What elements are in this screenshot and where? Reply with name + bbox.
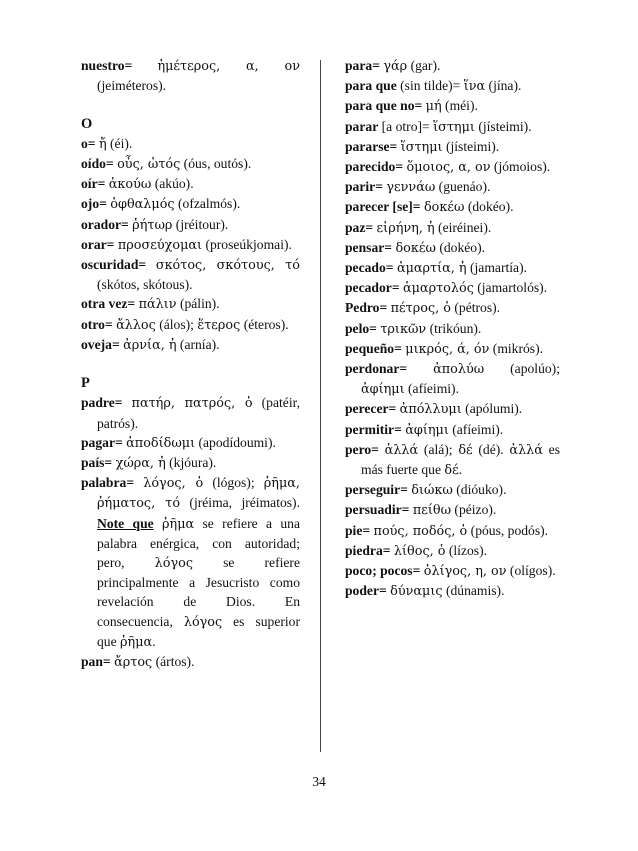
greek-term: ἀποδίδωμι — [126, 435, 196, 451]
headword: pecado= — [345, 260, 394, 276]
headword: padre= — [81, 395, 123, 411]
entry-text: (guenáo). — [435, 179, 491, 195]
entry-pararse — [345, 137, 560, 157]
headword: parir= — [345, 179, 383, 195]
entry-pagar — [81, 433, 300, 453]
entry-text: (eiréinei). — [434, 219, 492, 235]
entry-text: (lízos). — [445, 542, 487, 558]
entry-otro — [81, 315, 300, 335]
headword: poco; pocos= — [345, 563, 421, 579]
entry-text: (sin tilde)= — [396, 78, 464, 94]
greek-term: ὀλίγος, η, ον — [423, 564, 507, 580]
entry-pais — [81, 453, 300, 473]
entry-text: (jamartía). — [466, 260, 527, 276]
greek-term: ἀρνία, ἡ — [123, 337, 177, 353]
greek-term: διώκω — [411, 483, 453, 499]
greek-term: πάλιν — [138, 297, 177, 313]
headword: parecido= — [345, 159, 404, 175]
entry-perdonar — [345, 359, 560, 399]
headword: piedra= — [345, 542, 391, 558]
entry-parar — [345, 117, 560, 137]
greek-term: δέ — [444, 463, 459, 479]
entry-text: (ártos). — [152, 654, 195, 670]
entry-oir — [81, 174, 300, 194]
greek-term: μικρός, ά, όν — [405, 341, 490, 357]
entry-text — [146, 257, 156, 272]
greek-term: ἄλλος — [116, 317, 156, 333]
entry-text: (péizo). — [451, 502, 497, 518]
entry-text: (arnía). — [176, 336, 220, 352]
greek-term: ῥήτωρ — [132, 217, 173, 233]
headword: paz= — [345, 219, 374, 235]
greek-term: λόγος — [183, 614, 223, 630]
entry-parecer-se — [345, 197, 560, 217]
entry-text: (pétros). — [451, 300, 501, 316]
entry-text: (óus, outós). — [180, 156, 252, 171]
entry-oido — [81, 154, 300, 174]
headword: perecer= — [345, 401, 397, 417]
entry-text: (gar). — [407, 58, 441, 73]
entry-text: (dióuko). — [452, 482, 507, 498]
headword: Pedro= — [345, 300, 388, 316]
greek-term: δοκέω — [395, 240, 436, 256]
greek-term: ἵνα — [463, 79, 486, 95]
greek-term: γάρ — [383, 59, 408, 74]
entry-text: (ofzalmós). — [174, 196, 241, 212]
entry-permitir — [345, 420, 560, 440]
entry-oscuridad — [81, 255, 300, 294]
entry-text: (jína). — [485, 78, 522, 94]
greek-term: ἄρτος — [114, 655, 153, 671]
entry-text: (pálin). — [176, 296, 220, 312]
headword: perseguir= — [345, 482, 408, 498]
entry-text: (skótos, skótous). — [97, 277, 193, 293]
headword: oscuridad= — [81, 257, 147, 273]
headword: para que no= — [345, 98, 423, 114]
entry-pensar — [345, 238, 560, 258]
greek-term: εἰρήνη, ἡ — [376, 220, 435, 236]
headword: pequeño= — [345, 340, 402, 356]
entry-text: es más fuerte que — [361, 441, 560, 478]
greek-term: γεννάω — [386, 180, 436, 196]
greek-term: ἀκούω — [108, 177, 152, 193]
headword: otro= — [81, 316, 113, 332]
entry-text: (dé). — [472, 441, 510, 457]
greek-term: δύναμις — [390, 584, 443, 600]
headword: orar= — [81, 236, 115, 252]
entry-text: se refiere principalmente a Jesucristo como revelación de Dios. En consecuencia, — [97, 555, 300, 629]
headword: pensar= — [345, 239, 393, 255]
greek-term: ἤ — [98, 136, 107, 152]
greek-term: ἀφίημι — [361, 382, 405, 398]
entry-text: . — [458, 462, 463, 478]
entry-nuestro — [81, 56, 300, 95]
greek-term: δέ — [458, 442, 473, 458]
entry-pecador — [345, 278, 560, 298]
headword: para que — [345, 78, 397, 94]
greek-term: ἀπόλλυμι — [399, 402, 462, 418]
section-spacer — [81, 95, 300, 114]
entry-text: (mikrós). — [489, 340, 544, 356]
headword: pecador= — [345, 280, 400, 296]
greek-term: ἕτερος — [197, 317, 241, 333]
entry-text: (olígos). — [506, 563, 556, 579]
note-label: Note que — [97, 515, 154, 531]
greek-term: ἁμαρτολός — [402, 281, 474, 297]
entry-text: (afíeimi). — [448, 421, 504, 437]
entry-text: (dokéo). — [464, 199, 514, 215]
headword: o= — [81, 135, 96, 151]
column-divider — [320, 60, 321, 752]
greek-term: ἁμαρτία, ἡ — [396, 261, 467, 277]
entry-padre — [81, 393, 300, 432]
headword: pelo= — [345, 320, 377, 336]
entry-text: (alá); — [418, 441, 459, 457]
section-letter-o: O — [81, 115, 93, 132]
entry-parir — [345, 177, 560, 197]
entry-text: (jréitour). — [172, 216, 229, 232]
headword: pero= — [345, 441, 379, 457]
headword: poder= — [345, 583, 387, 599]
entry-otra-vez — [81, 294, 300, 314]
entry-pedro — [345, 298, 560, 318]
page-number: 34 — [312, 774, 326, 789]
greek-term: χώρα, ἡ — [115, 456, 166, 472]
entry-text: (akúo). — [151, 176, 194, 192]
greek-term: πέτρος, ὁ — [390, 301, 451, 317]
entry-text: es superior que — [97, 613, 300, 649]
greek-term: ἵστημι — [400, 139, 443, 155]
entry-text: (jísteimi). — [442, 138, 500, 154]
greek-term: ἀπολύω — [433, 362, 485, 378]
headword: otra vez= — [81, 296, 136, 312]
greek-term: δοκέω — [423, 200, 465, 216]
entry-text: (lógos); — [203, 475, 264, 491]
greek-term: πείθω — [412, 503, 452, 519]
headword: país= — [81, 455, 113, 471]
greek-term: μή — [425, 99, 442, 115]
entry-text: (dokéo). — [435, 239, 485, 255]
entry-ojo — [81, 194, 300, 214]
headword: oír= — [81, 176, 106, 192]
entry-paz — [345, 218, 560, 238]
entry-poco — [345, 561, 560, 581]
entry-text: (afíeimi). — [404, 381, 459, 397]
section-letter-p: P — [81, 375, 90, 392]
headword: orador= — [81, 216, 129, 232]
headword: para= — [345, 58, 380, 73]
entry-persuadir — [345, 500, 560, 520]
entry-oveja — [81, 335, 300, 355]
entry-text: (apólumi). — [461, 401, 523, 417]
greek-term: ῥῆμα, ῥήματος, τό — [97, 476, 300, 512]
entry-piedra — [345, 541, 560, 561]
greek-term: ὅμοιος, α, ον — [406, 160, 491, 176]
headword: nuestro= — [81, 58, 133, 73]
greek-term: ῥῆμα — [120, 634, 153, 650]
right-column — [345, 56, 560, 601]
entry-text — [123, 395, 132, 410]
entry-text: (jamartolós). — [473, 280, 548, 296]
headword: pagar= — [81, 434, 123, 450]
entry-text: (apodídoumi). — [195, 434, 276, 450]
entry-text: (jómoios). — [490, 159, 551, 175]
entry-poder — [345, 581, 560, 601]
entry-text — [134, 475, 143, 490]
greek-term: ῥῆμα — [162, 516, 195, 532]
entry-text — [407, 361, 433, 376]
entry-text: (kjóura). — [165, 455, 217, 471]
entry-pero — [345, 440, 560, 480]
headword: pie= — [345, 522, 371, 538]
headword: pararse= — [345, 138, 398, 154]
greek-term: ἀλλά — [509, 442, 543, 458]
headword: permitir= — [345, 421, 402, 437]
entry-pecado — [345, 258, 560, 278]
entry-text: (trikóun). — [426, 320, 482, 336]
entry-text: . — [152, 633, 156, 649]
entry-text: (apolúo); — [484, 361, 560, 377]
greek-term: πούς, ποδός, ὁ — [373, 523, 468, 539]
greek-term: λίθος, ὁ — [393, 543, 446, 559]
entry-para — [345, 56, 560, 76]
entry-pelo — [345, 319, 560, 339]
entry-perecer — [345, 399, 560, 419]
greek-term: ἡμέτερος, α, ον — [157, 59, 300, 74]
entry-pie — [345, 521, 560, 541]
entry-para-que-no — [345, 96, 560, 116]
entry-text: se refiere a una palabra enérgica, con autoridad; pero, — [97, 515, 300, 571]
greek-term: πατήρ, πατρός, ὁ — [131, 396, 253, 412]
entry-text — [154, 516, 162, 531]
headword: pan= — [81, 654, 111, 670]
entry-text — [132, 58, 157, 73]
entry-text: (álos); — [155, 316, 198, 332]
entry-text: (éteros). — [240, 316, 289, 332]
entry-parecido — [345, 157, 560, 177]
greek-term: λόγος — [154, 556, 193, 572]
greek-term: ἀλλά — [384, 442, 419, 458]
headword: parar — [345, 118, 379, 134]
entry-text: (patéir, patrós). — [97, 395, 300, 431]
greek-term: τρικῶν — [380, 321, 427, 337]
headword: oveja= — [81, 336, 120, 352]
greek-term: ἀφίημι — [405, 422, 449, 438]
entry-orar — [81, 235, 300, 255]
entry-palabra — [81, 473, 300, 652]
entry-text: [a otro]= — [378, 118, 434, 134]
headword: parecer [se]= — [345, 199, 421, 215]
headword: ojo= — [81, 196, 107, 212]
entry-text: (jeiméteros). — [97, 78, 167, 94]
entry-text: (éi). — [106, 135, 133, 151]
entry-text: (proseúkjomai). — [202, 236, 292, 252]
left-column — [81, 56, 300, 672]
entry-text: (jísteimi). — [474, 118, 532, 134]
entry-pequeno — [345, 339, 560, 359]
entry-orador — [81, 215, 300, 235]
greek-term: οὖς, ὠτός — [117, 157, 181, 172]
headword: persuadir= — [345, 502, 410, 518]
entry-o — [81, 134, 300, 154]
greek-term: ὀφθαλμός — [110, 197, 175, 213]
entry-perseguir — [345, 480, 560, 500]
headword: palabra= — [81, 475, 135, 491]
entry-text: (méi). — [441, 98, 478, 114]
greek-term: ἵστημι — [433, 119, 475, 135]
entry-text: (dúnamis). — [442, 583, 505, 599]
entry-text: (póus, podós). — [467, 522, 549, 538]
greek-term: προσεύχομαι — [117, 237, 203, 253]
greek-term: λόγος, ὁ — [143, 476, 204, 492]
headword: perdonar= — [345, 361, 408, 377]
headword: oído= — [81, 156, 114, 171]
entry-para-que — [345, 76, 560, 96]
entry-text: (jréima, jréimatos). — [180, 495, 300, 511]
entry-pan — [81, 652, 300, 672]
section-spacer — [81, 355, 300, 374]
greek-term: σκότος, σκότους, τό — [155, 258, 300, 274]
